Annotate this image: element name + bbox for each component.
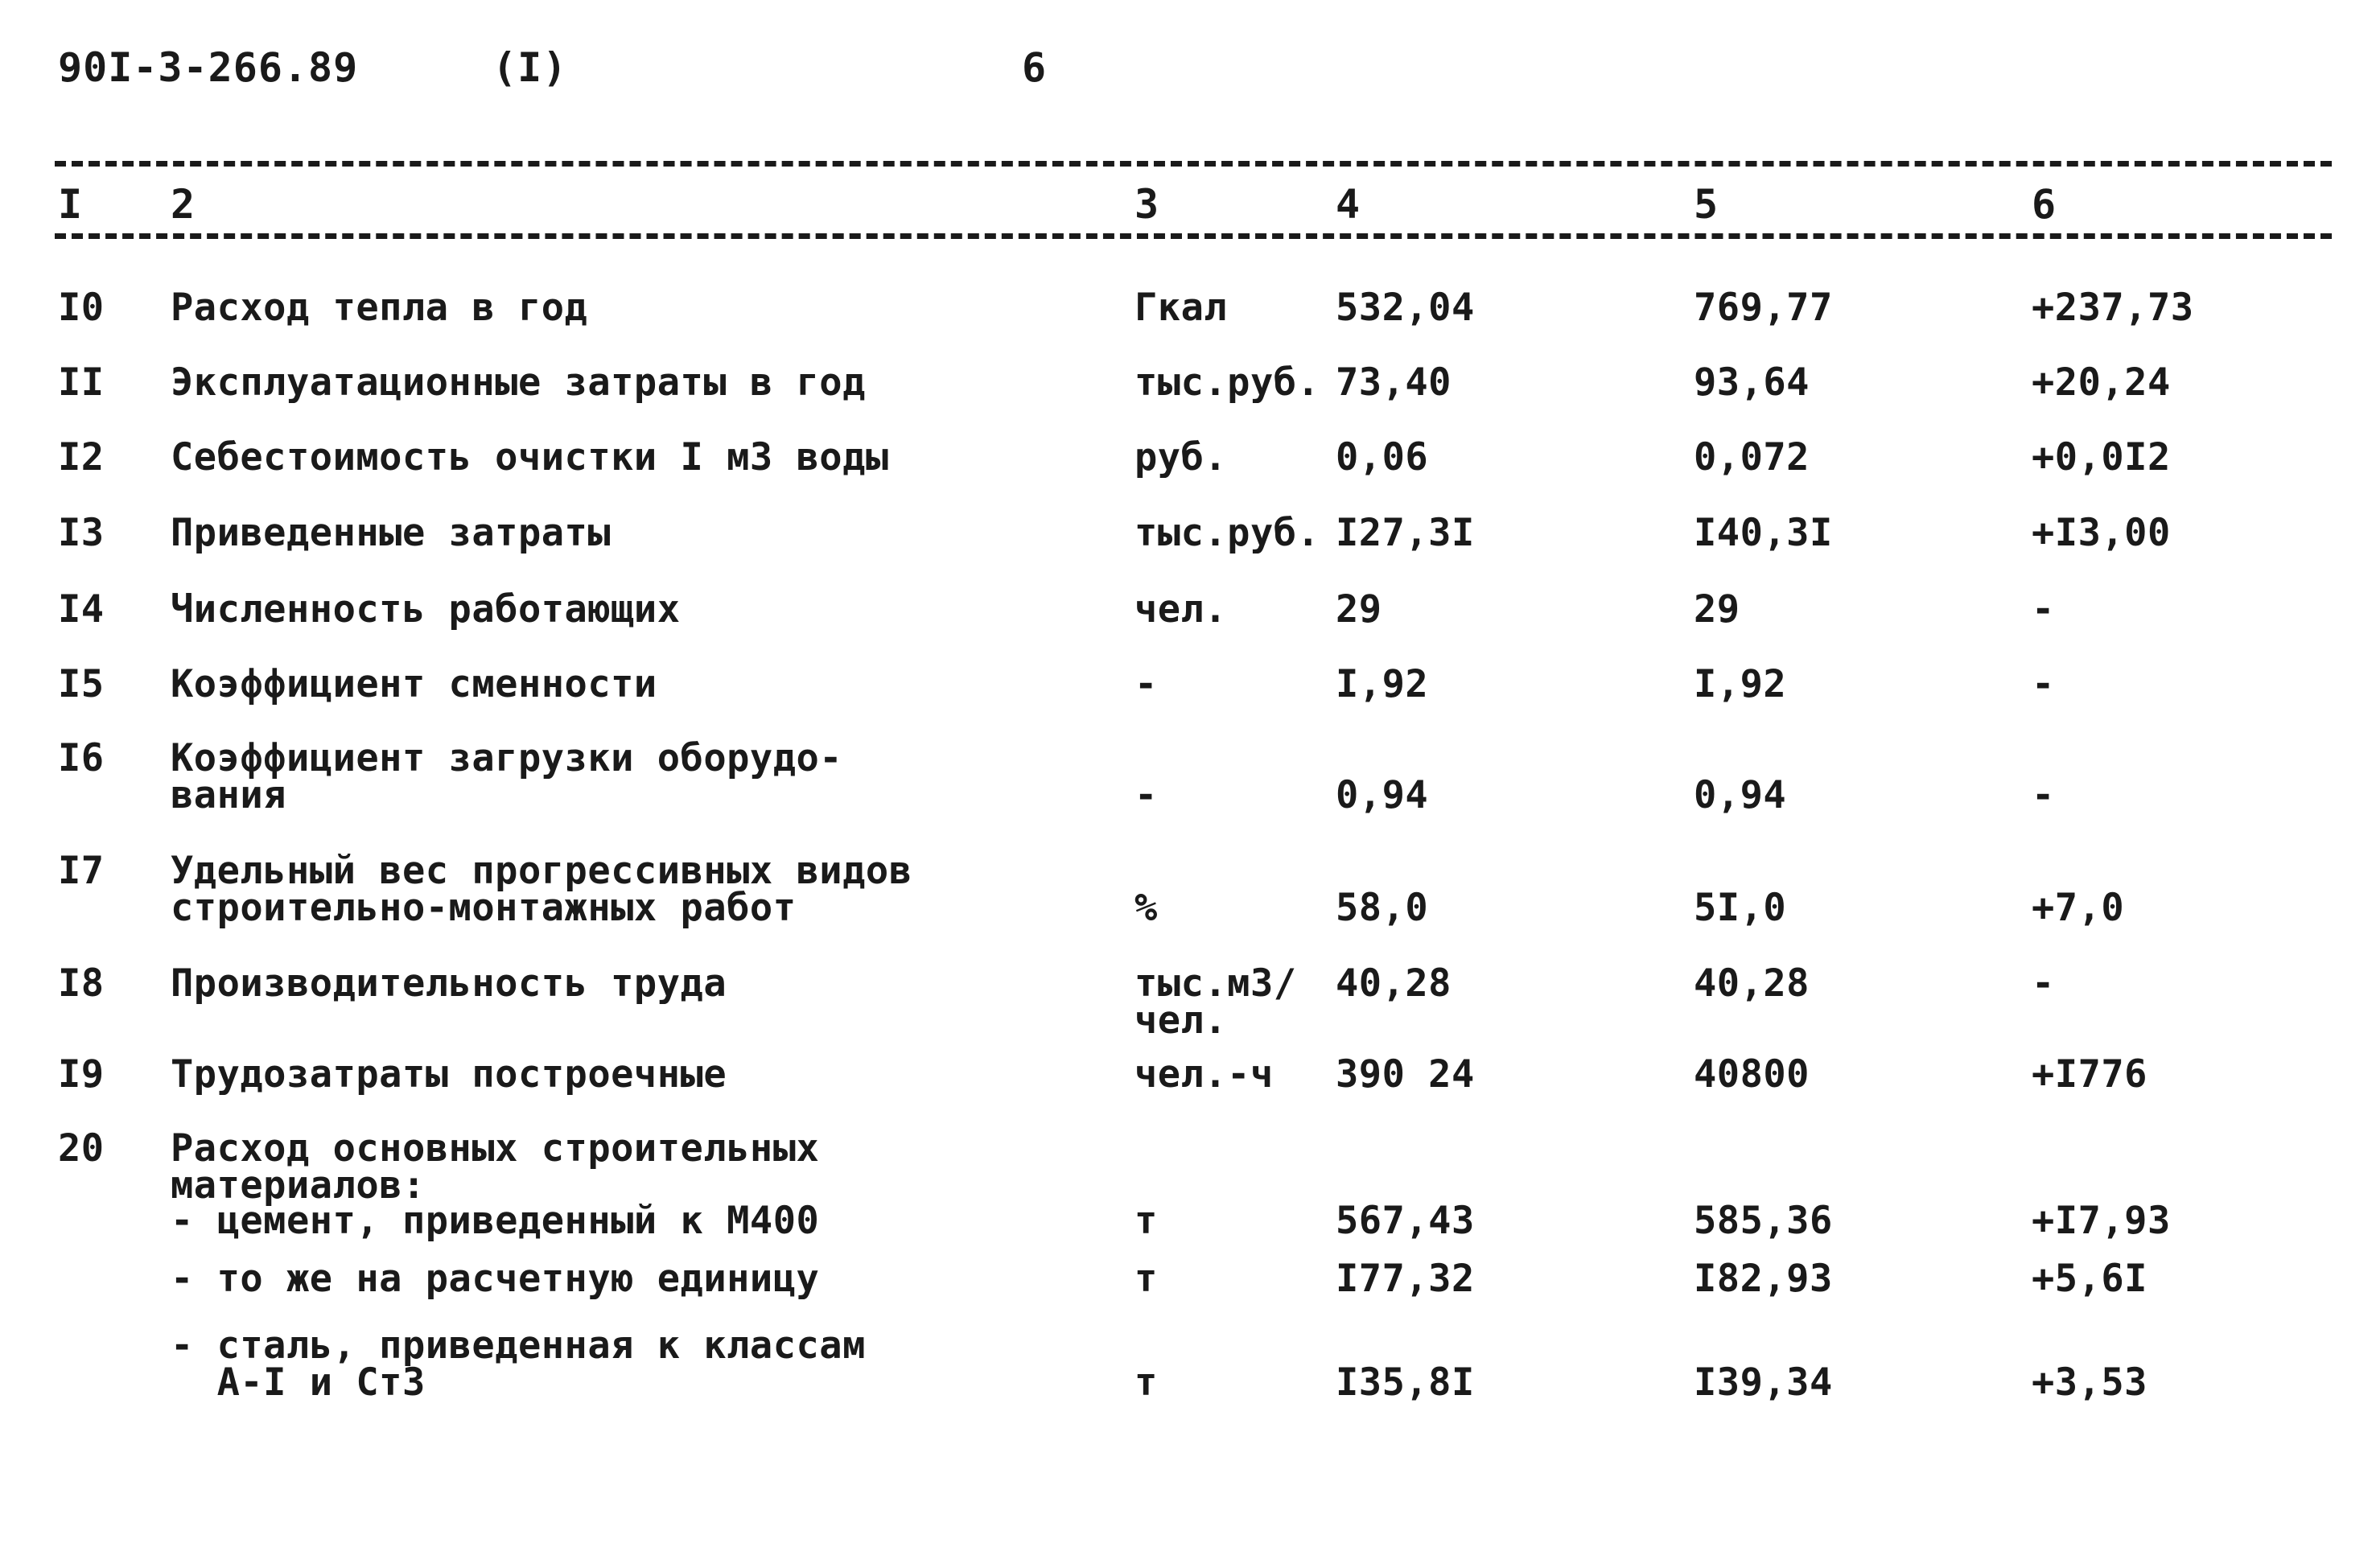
column-header-6: 6: [2032, 181, 2057, 228]
row-value-project: 73,40: [1336, 360, 1452, 405]
row-value-difference: +I776: [2032, 1052, 2147, 1097]
row-unit: тыс.руб.: [1134, 360, 1320, 405]
row-unit: тыс.руб.: [1134, 511, 1320, 555]
row-number: I6: [58, 736, 105, 780]
row-value-analog: 0,94: [1694, 773, 1787, 817]
row-value-analog: 40,28: [1694, 961, 1810, 1006]
row-number: II: [58, 360, 105, 405]
row-unit: руб.: [1134, 435, 1228, 479]
row-value-analog: 93,64: [1694, 360, 1810, 405]
row-indicator-name: Расход основных строительных: [171, 1126, 820, 1171]
row-unit: т: [1134, 1360, 1158, 1405]
row-indicator-name: - сталь, приведенная к классам: [171, 1323, 866, 1368]
row-indicator-name: Численность работающих: [171, 587, 681, 632]
row-value-difference: +3,53: [2032, 1360, 2147, 1405]
row-value-difference: +0,0I2: [2032, 435, 2171, 479]
row-value-analog: I82,93: [1694, 1257, 1833, 1301]
row-value-project: 0,94: [1336, 773, 1429, 817]
row-value-project: I77,32: [1336, 1257, 1475, 1301]
page-number: 6: [1022, 44, 1048, 91]
row-value-project: I,92: [1336, 662, 1429, 706]
row-value-difference: +237,73: [2032, 286, 2194, 330]
row-unit: чел.-ч: [1134, 1052, 1274, 1097]
row-unit: чел.: [1134, 998, 1228, 1043]
row-indicator-name: вания: [171, 773, 286, 817]
row-indicator-name: Производительность труда: [171, 961, 727, 1006]
row-indicator-name: Удельный вес прогрессивных видов: [171, 849, 912, 893]
row-value-project: 40,28: [1336, 961, 1452, 1006]
row-indicator-name: А-I и Ст3: [171, 1360, 426, 1405]
row-value-project: 0,06: [1336, 435, 1429, 479]
row-number: I2: [58, 435, 105, 479]
row-value-difference: +5,6I: [2032, 1257, 2147, 1301]
column-header-5: 5: [1694, 181, 1719, 228]
row-value-analog: 40800: [1694, 1052, 1810, 1097]
row-number: 20: [58, 1126, 105, 1171]
row-value-difference: +7,0: [2032, 886, 2125, 930]
column-header-3: 3: [1134, 181, 1159, 228]
row-value-project: I35,8I: [1336, 1360, 1475, 1405]
row-value-difference: -: [2032, 587, 2055, 632]
row-value-analog: 769,77: [1694, 286, 1833, 330]
row-value-analog: I,92: [1694, 662, 1787, 706]
row-value-analog: 5I,0: [1694, 886, 1787, 930]
row-value-analog: I39,34: [1694, 1360, 1833, 1405]
row-value-project: 390 24: [1336, 1052, 1475, 1097]
document-code: 90I-3-266.89: [58, 44, 359, 91]
row-number: I3: [58, 511, 105, 555]
document-part: (I): [492, 44, 568, 91]
row-value-analog: 29: [1694, 587, 1740, 632]
column-header-4: 4: [1336, 181, 1361, 228]
row-unit: %: [1134, 886, 1158, 930]
row-number: I7: [58, 849, 105, 893]
row-unit: т: [1134, 1199, 1158, 1243]
row-number: I9: [58, 1052, 105, 1097]
row-value-difference: -: [2032, 961, 2055, 1006]
row-value-analog: 0,072: [1694, 435, 1810, 479]
row-value-project: 532,04: [1336, 286, 1475, 330]
row-unit: Гкал: [1134, 286, 1228, 330]
row-value-project: 58,0: [1336, 886, 1429, 930]
row-indicator-name: Коэффициент сменности: [171, 662, 657, 706]
row-unit: тыс.м3/: [1134, 961, 1297, 1006]
row-number: I5: [58, 662, 105, 706]
row-indicator-name: Трудозатраты построечные: [171, 1052, 727, 1097]
row-value-analog: I40,3I: [1694, 511, 1833, 555]
row-unit: т: [1134, 1257, 1158, 1301]
row-value-project: 29: [1336, 587, 1382, 632]
row-value-analog: 585,36: [1694, 1199, 1833, 1243]
table-top-rule: [55, 161, 2332, 167]
row-unit: -: [1134, 773, 1158, 817]
row-indicator-name: - цемент, приведенный к М400: [171, 1199, 820, 1243]
row-value-project: I27,3I: [1336, 511, 1475, 555]
column-header-1: I: [58, 181, 83, 228]
row-number: I4: [58, 587, 105, 632]
row-unit: чел.: [1134, 587, 1228, 632]
row-indicator-name: материалов:: [171, 1163, 426, 1208]
row-indicator-name: Приведенные затраты: [171, 511, 612, 555]
row-indicator-name: Себестоимость очистки I м3 воды: [171, 435, 889, 479]
row-value-difference: +I7,93: [2032, 1199, 2171, 1243]
row-value-difference: -: [2032, 773, 2055, 817]
row-indicator-name: Расход тепла в год: [171, 286, 588, 330]
row-value-project: 567,43: [1336, 1199, 1475, 1243]
row-indicator-name: строительно-монтажных работ: [171, 886, 797, 930]
column-header-2: 2: [171, 181, 196, 228]
row-value-difference: +I3,00: [2032, 511, 2171, 555]
row-indicator-name: - то же на расчетную единицу: [171, 1257, 820, 1301]
row-unit: -: [1134, 662, 1158, 706]
table-header-rule: [55, 233, 2332, 239]
row-indicator-name: Эксплуатационные затраты в год: [171, 360, 866, 405]
row-number: I8: [58, 961, 105, 1006]
row-indicator-name: Коэффициент загрузки оборудо-: [171, 736, 843, 780]
row-number: I0: [58, 286, 105, 330]
row-value-difference: +20,24: [2032, 360, 2171, 405]
row-value-difference: -: [2032, 662, 2055, 706]
